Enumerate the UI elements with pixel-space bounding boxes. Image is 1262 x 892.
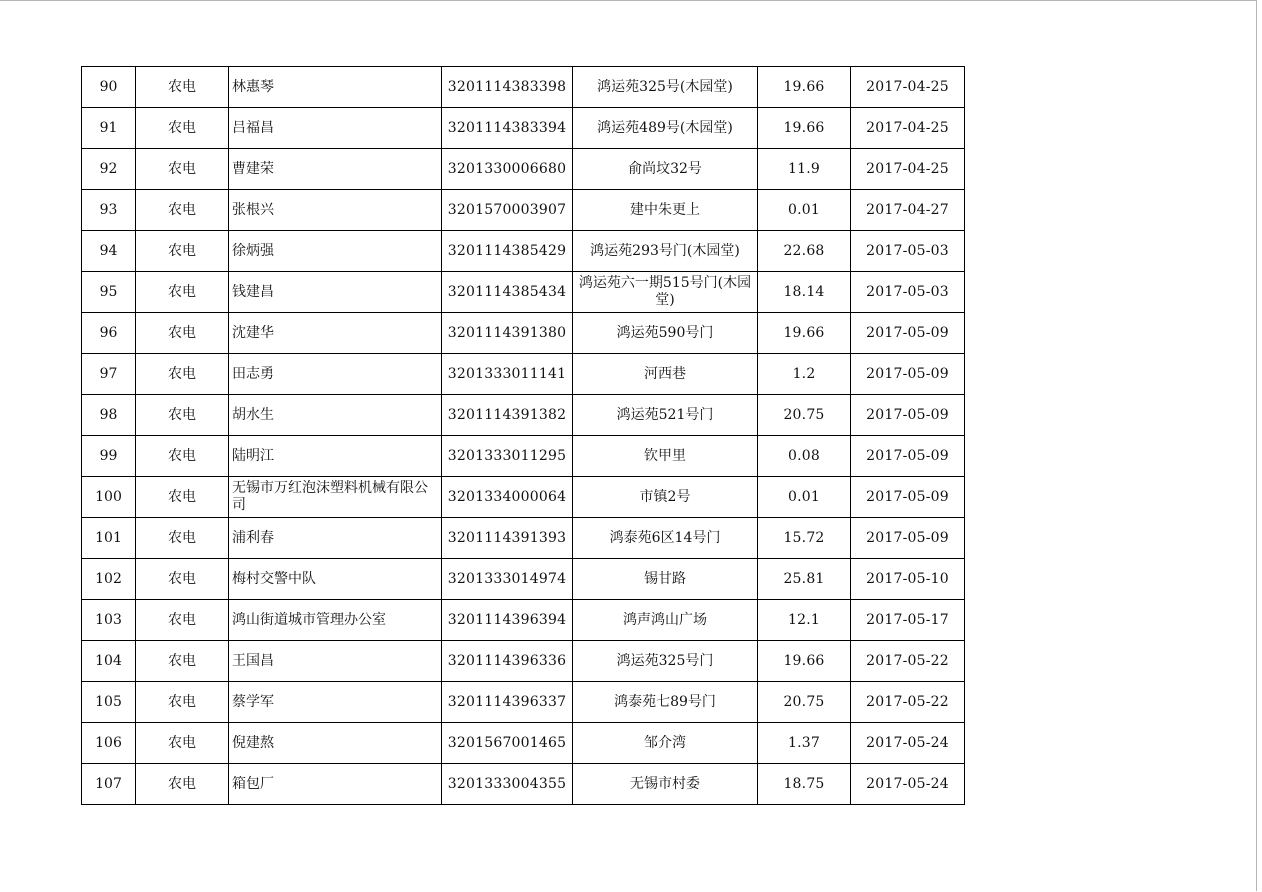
table-row <box>82 600 965 641</box>
table-row <box>82 108 965 149</box>
address-cell: 建中朱更上 <box>573 190 758 231</box>
type-cell: 农电 <box>136 272 229 313</box>
table-row <box>82 559 965 600</box>
table-row <box>82 190 965 231</box>
account-number-cell: 3201333011141 <box>442 354 573 395</box>
amount-cell: 19.66 <box>758 108 851 149</box>
customer-name-cell: 蔡学军 <box>229 682 442 723</box>
account-number-cell: 3201330006680 <box>442 149 573 190</box>
account-number-cell: 3201334000064 <box>442 477 573 518</box>
table-row <box>82 518 965 559</box>
customer-name-cell: 徐炳强 <box>229 231 442 272</box>
customer-name-cell: 倪建熬 <box>229 723 442 764</box>
row-number-cell: 92 <box>82 149 136 190</box>
date-cell: 2017-05-09 <box>851 518 965 559</box>
table-row <box>82 354 965 395</box>
customer-name-cell: 陆明江 <box>229 436 442 477</box>
date-cell: 2017-05-09 <box>851 313 965 354</box>
type-cell: 农电 <box>136 477 229 518</box>
date-cell: 2017-05-03 <box>851 231 965 272</box>
address-cell: 邹介湾 <box>573 723 758 764</box>
address-cell: 鸿泰苑七89号门 <box>573 682 758 723</box>
row-number-cell: 97 <box>82 354 136 395</box>
amount-cell: 11.9 <box>758 149 851 190</box>
address-cell: 鸿运苑489号(木园堂) <box>573 108 758 149</box>
address-cell: 鸿声鸿山广场 <box>573 600 758 641</box>
type-cell: 农电 <box>136 764 229 805</box>
address-cell: 钦甲里 <box>573 436 758 477</box>
date-cell: 2017-05-10 <box>851 559 965 600</box>
account-number-cell: 3201333011295 <box>442 436 573 477</box>
table-row <box>82 723 965 764</box>
customer-name-cell: 吕福昌 <box>229 108 442 149</box>
amount-cell: 19.66 <box>758 67 851 108</box>
type-cell: 农电 <box>136 600 229 641</box>
customer-name-cell: 浦利春 <box>229 518 442 559</box>
row-number-cell: 100 <box>82 477 136 518</box>
row-number-cell: 106 <box>82 723 136 764</box>
amount-cell: 19.66 <box>758 313 851 354</box>
row-number-cell: 96 <box>82 313 136 354</box>
row-number-cell: 99 <box>82 436 136 477</box>
type-cell: 农电 <box>136 149 229 190</box>
address-cell: 无锡市村委 <box>573 764 758 805</box>
row-number-cell: 95 <box>82 272 136 313</box>
account-number-cell: 3201114396336 <box>442 641 573 682</box>
customer-name-cell: 林惠琴 <box>229 67 442 108</box>
table-row <box>82 641 965 682</box>
account-number-cell: 3201567001465 <box>442 723 573 764</box>
customer-name-cell: 王国昌 <box>229 641 442 682</box>
table-row <box>82 436 965 477</box>
customer-name-cell: 无锡市万红泡沫塑料机械有限公司 <box>229 477 442 518</box>
table-row <box>82 231 965 272</box>
row-number-cell: 102 <box>82 559 136 600</box>
customer-name-cell: 曹建荣 <box>229 149 442 190</box>
amount-cell: 0.08 <box>758 436 851 477</box>
type-cell: 农电 <box>136 108 229 149</box>
row-number-cell: 90 <box>82 67 136 108</box>
account-number-cell: 3201570003907 <box>442 190 573 231</box>
amount-cell: 19.66 <box>758 641 851 682</box>
account-number-cell: 3201114385429 <box>442 231 573 272</box>
amount-cell: 1.37 <box>758 723 851 764</box>
account-number-cell: 3201114383398 <box>442 67 573 108</box>
type-cell: 农电 <box>136 354 229 395</box>
type-cell: 农电 <box>136 723 229 764</box>
date-cell: 2017-05-24 <box>851 764 965 805</box>
table-row <box>82 313 965 354</box>
table-row <box>82 395 965 436</box>
amount-cell: 25.81 <box>758 559 851 600</box>
amount-cell: 0.01 <box>758 477 851 518</box>
table-row <box>82 764 965 805</box>
row-number-cell: 98 <box>82 395 136 436</box>
address-cell: 俞尚坟32号 <box>573 149 758 190</box>
row-number-cell: 101 <box>82 518 136 559</box>
table-body <box>82 67 965 805</box>
customer-name-cell: 箱包厂 <box>229 764 442 805</box>
amount-cell: 15.72 <box>758 518 851 559</box>
amount-cell: 20.75 <box>758 395 851 436</box>
amount-cell: 20.75 <box>758 682 851 723</box>
date-cell: 2017-05-09 <box>851 436 965 477</box>
date-cell: 2017-05-09 <box>851 477 965 518</box>
row-number-cell: 94 <box>82 231 136 272</box>
table-row <box>82 149 965 190</box>
row-number-cell: 103 <box>82 600 136 641</box>
date-cell: 2017-05-03 <box>851 272 965 313</box>
customer-name-cell: 钱建昌 <box>229 272 442 313</box>
customer-name-cell: 张根兴 <box>229 190 442 231</box>
date-cell: 2017-04-25 <box>851 67 965 108</box>
amount-cell: 1.2 <box>758 354 851 395</box>
amount-cell: 18.75 <box>758 764 851 805</box>
electricity-records-table <box>81 66 965 805</box>
account-number-cell: 3201333004355 <box>442 764 573 805</box>
row-number-cell: 104 <box>82 641 136 682</box>
table-row <box>82 272 965 313</box>
type-cell: 农电 <box>136 395 229 436</box>
address-cell: 鸿运苑293号门(木园堂) <box>573 231 758 272</box>
date-cell: 2017-05-09 <box>851 354 965 395</box>
address-cell: 鸿运苑325号(木园堂) <box>573 67 758 108</box>
address-cell: 鸿运苑590号门 <box>573 313 758 354</box>
type-cell: 农电 <box>136 641 229 682</box>
address-cell: 鸿运苑521号门 <box>573 395 758 436</box>
account-number-cell: 3201114391380 <box>442 313 573 354</box>
amount-cell: 18.14 <box>758 272 851 313</box>
account-number-cell: 3201114396394 <box>442 600 573 641</box>
customer-name-cell: 胡水生 <box>229 395 442 436</box>
address-cell: 市镇2号 <box>573 477 758 518</box>
type-cell: 农电 <box>136 436 229 477</box>
row-number-cell: 93 <box>82 190 136 231</box>
customer-name-cell: 沈建华 <box>229 313 442 354</box>
account-number-cell: 3201114396337 <box>442 682 573 723</box>
type-cell: 农电 <box>136 518 229 559</box>
type-cell: 农电 <box>136 559 229 600</box>
date-cell: 2017-05-17 <box>851 600 965 641</box>
date-cell: 2017-05-22 <box>851 682 965 723</box>
address-cell: 鸿泰苑6区14号门 <box>573 518 758 559</box>
date-cell: 2017-05-22 <box>851 641 965 682</box>
address-cell: 河西巷 <box>573 354 758 395</box>
customer-name-cell: 梅村交警中队 <box>229 559 442 600</box>
customer-name-cell: 田志勇 <box>229 354 442 395</box>
address-cell: 锡甘路 <box>573 559 758 600</box>
row-number-cell: 107 <box>82 764 136 805</box>
account-number-cell: 3201114391393 <box>442 518 573 559</box>
table-row <box>82 682 965 723</box>
amount-cell: 0.01 <box>758 190 851 231</box>
table-row <box>82 477 965 518</box>
type-cell: 农电 <box>136 67 229 108</box>
date-cell: 2017-04-25 <box>851 149 965 190</box>
account-number-cell: 3201114385434 <box>442 272 573 313</box>
row-number-cell: 105 <box>82 682 136 723</box>
type-cell: 农电 <box>136 190 229 231</box>
type-cell: 农电 <box>136 313 229 354</box>
account-number-cell: 3201333014974 <box>442 559 573 600</box>
date-cell: 2017-04-25 <box>851 108 965 149</box>
address-cell: 鸿运苑325号门 <box>573 641 758 682</box>
amount-cell: 22.68 <box>758 231 851 272</box>
account-number-cell: 3201114383394 <box>442 108 573 149</box>
type-cell: 农电 <box>136 231 229 272</box>
amount-cell: 12.1 <box>758 600 851 641</box>
row-number-cell: 91 <box>82 108 136 149</box>
date-cell: 2017-05-09 <box>851 395 965 436</box>
address-cell: 鸿运苑六一期515号门(木园堂) <box>573 272 758 313</box>
table-row <box>82 67 965 108</box>
date-cell: 2017-04-27 <box>851 190 965 231</box>
date-cell: 2017-05-24 <box>851 723 965 764</box>
type-cell: 农电 <box>136 682 229 723</box>
customer-name-cell: 鸿山街道城市管理办公室 <box>229 600 442 641</box>
account-number-cell: 3201114391382 <box>442 395 573 436</box>
